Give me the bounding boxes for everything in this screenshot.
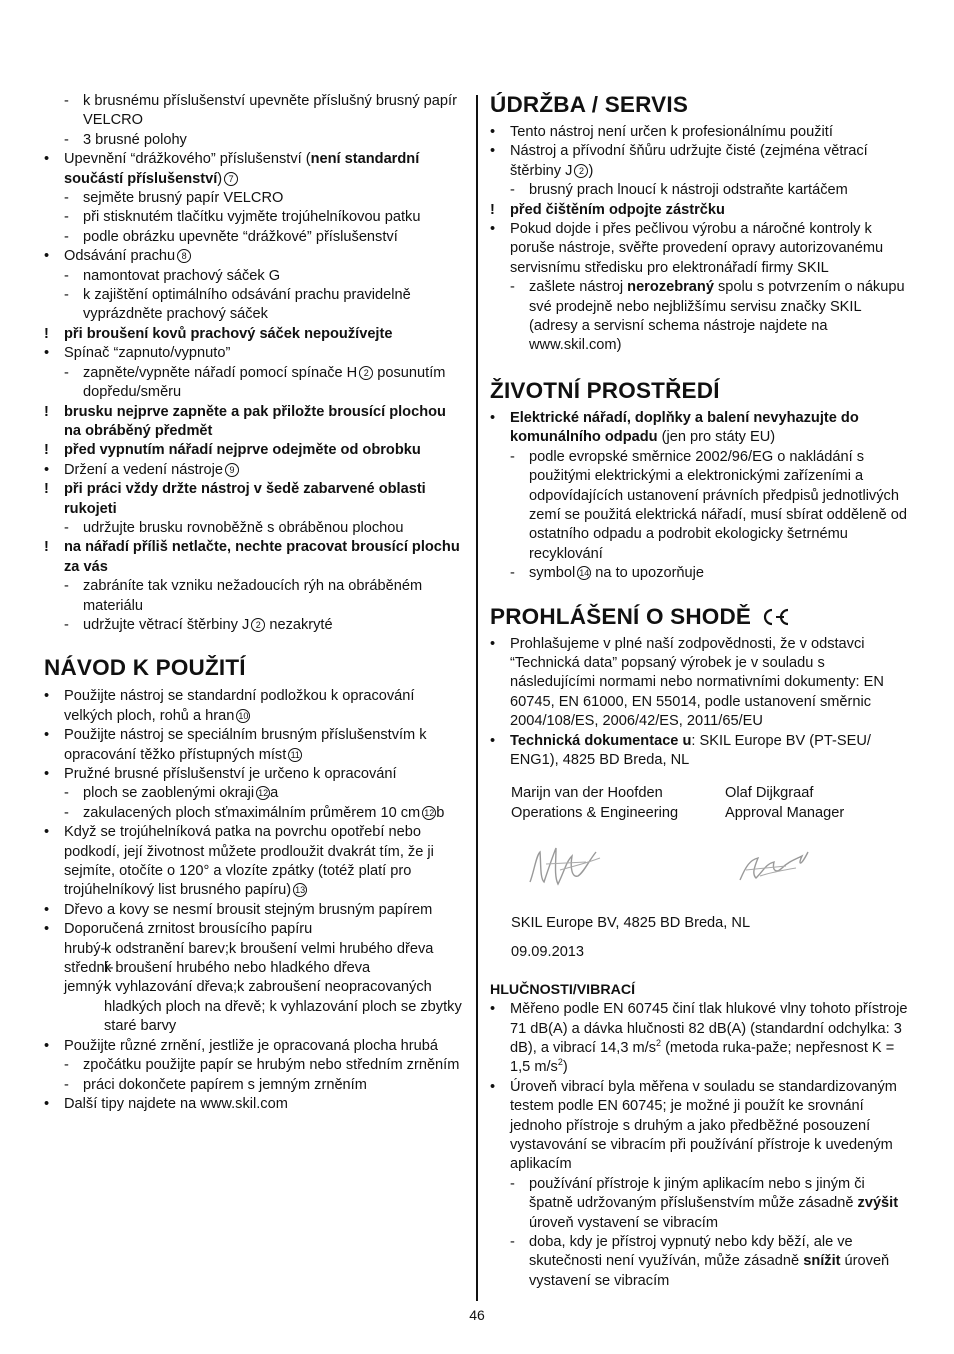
item-text: zakulacených ploch sťmaximálním průměrem 10 cm	[83, 804, 421, 821]
circled-number: 10	[238, 710, 249, 721]
noise-item-2	[490, 1078, 910, 1175]
grain-row	[44, 959, 466, 978]
signer-1-role: Operations & Engineering	[511, 804, 679, 821]
dash-marker: -	[64, 93, 69, 109]
item-text: na nářadí příliš netlačte, nechte pracovat brousící plochu za vás	[64, 539, 460, 575]
item-text: před čištěním odpojte zástrčku	[510, 201, 725, 218]
warning-item	[490, 201, 910, 220]
bullet-marker: •	[490, 635, 496, 652]
bullet-item	[44, 1037, 466, 1056]
grain-text: k odstranění barev;k broušení velmi hrubého dřeva	[104, 940, 434, 957]
item-text: namontovat prachový sáček G	[83, 267, 281, 284]
sub-item	[490, 181, 910, 200]
grain-text: k broušení hrubého nebo hladkého dřeva	[104, 960, 371, 977]
bullet-item	[44, 150, 466, 189]
item-text: práci dokončete papírem s jemným zrněním	[83, 1076, 367, 1093]
grain-label: střední-	[64, 960, 114, 977]
item-text: posunutím dopředu/směru	[83, 364, 446, 401]
signature-1-image	[526, 842, 606, 890]
dash-marker: -	[64, 267, 69, 284]
warning-item	[44, 480, 466, 519]
dash-marker: -	[64, 578, 69, 595]
item-text: při broušení kovů prachový sáček nepoužívejte	[64, 325, 393, 342]
bullet-marker: •	[44, 151, 50, 168]
item-text: Spínač “zapnuto/vypnuto”	[64, 345, 231, 362]
sub-item	[490, 564, 910, 583]
conformity-list	[490, 635, 910, 771]
item-bold-text: Elektrické nářadí, doplňky a balení nevyhazujte do komunálního odpadu	[510, 409, 859, 446]
dash-marker: -	[510, 448, 515, 465]
sub-item	[44, 784, 466, 803]
bullet-marker: •	[490, 409, 496, 426]
item-bold-text: není standardní součástí příslušenství	[64, 151, 420, 187]
warning-item	[44, 325, 466, 344]
item-text: zašlete nástroj	[529, 279, 628, 296]
noise-sub-2	[490, 1233, 910, 1291]
noise-text-a: Měřeno podle EN 60745 činí tlak hlukové vlny tohoto přístroje 71 dB(A) a dávka hlučnosti 82 dB(A) (standardní odchylka: 3 dB), a vibrací 14,3 m/s	[510, 1001, 908, 1056]
item-text: Nástroj a přívodní šňůru udržujte čisté (zejména větrací štěrbiny J	[510, 143, 868, 179]
sub-item	[44, 131, 466, 150]
item-text: brusku nejprve zapněte a pak přiložte brousící plochou na obráběný předmět	[64, 403, 446, 439]
circled-number: 2	[251, 618, 265, 632]
item-text: (jen pro státy EU)	[657, 429, 776, 446]
noise-sub-2-bold: snížit	[803, 1253, 841, 1270]
dash-marker: -	[64, 804, 69, 821]
bullet-item	[44, 461, 466, 480]
bullet-marker: •	[44, 824, 50, 841]
sub-item	[44, 286, 466, 325]
bullet-marker: •	[44, 1037, 50, 1054]
dash-marker: -	[510, 1175, 515, 1192]
noise-sub-2-post: úroveň vystavení se vibracím	[529, 1253, 890, 1289]
item-text: Další tipy najdete na www.skil.com	[64, 1095, 288, 1112]
grain-label: jemný-	[64, 979, 108, 996]
item-text: Tento nástroj není určen k profesionálnímu použití	[510, 124, 833, 140]
dash-marker: -	[64, 785, 69, 802]
sub-item	[44, 1056, 466, 1075]
circled-number: 11	[288, 748, 302, 762]
item-text: symbol	[529, 565, 576, 582]
bullet-item	[44, 1095, 466, 1114]
grain-row	[44, 978, 466, 1036]
warning-marker: !	[44, 442, 49, 459]
noise-sub-1-bold: zvýšit	[857, 1195, 899, 1212]
sub-item	[44, 228, 466, 247]
signature-2-image	[736, 846, 816, 886]
bullet-marker: •	[44, 727, 50, 744]
circled-number: 13	[295, 885, 306, 896]
declaration-date: 09.09.2013	[511, 943, 585, 960]
signer-2-role: Approval Manager	[725, 804, 845, 821]
warning-marker: !	[44, 325, 49, 342]
item-text: )	[217, 170, 223, 187]
dash-marker: -	[64, 616, 69, 633]
item-text: Prohlašujeme v plné naší zodpovědnosti, že v odstavci “Technická data” popsaný výrobek je v souladu s následujícími normami nebo normativními dokumenty: EN 60745, EN 61000, EN 55014, podle ustanovení směrnic 2004/108/ES, 2006/42/ES, 2011/65/EU	[510, 635, 884, 730]
dash-marker: -	[64, 131, 69, 148]
dash-marker: -	[64, 228, 69, 245]
item-text: Použijte nástroj se speciálním brusným příslušenstvím k opracování těžko přístupných míst	[64, 727, 427, 763]
bullet-marker: •	[490, 732, 496, 749]
signer-2-name: Olaf Dijkgraaf	[725, 785, 814, 802]
dash-marker: -	[64, 287, 69, 304]
sub-item	[44, 577, 466, 616]
right-column	[490, 92, 910, 1291]
item-text: na to upozorňuje	[591, 565, 705, 582]
sub-item	[44, 616, 466, 635]
ce-mark-icon	[759, 607, 791, 627]
noise-text-c: )	[562, 1059, 568, 1076]
warning-item	[44, 538, 466, 577]
bullet-item	[490, 409, 910, 448]
item-text: : SKIL Europe BV (PT-SEU/ ENG1), 4825 BD Breda, NL	[510, 732, 871, 768]
dash-marker: -	[64, 209, 69, 226]
item-text: b	[436, 804, 445, 821]
service-list	[490, 123, 910, 356]
dash-marker: -	[510, 565, 515, 582]
noise-sub-1-post: úroveň vystavení se vibracím	[529, 1214, 718, 1231]
dash-marker: -	[64, 1057, 69, 1074]
item-text: Dřevo a kovy se nesmí brousit stejným brusným papírem	[64, 901, 433, 918]
circled-number: 12	[424, 807, 435, 818]
dash-marker: -	[510, 279, 515, 296]
environment-list	[490, 409, 910, 584]
noise-sub-1	[490, 1175, 910, 1233]
heading-conformity-text: PROHLÁŠENÍ O SHODĚ	[490, 603, 752, 629]
dash-marker: -	[64, 519, 69, 536]
sub-item	[490, 448, 910, 564]
item-text: udržujte větrací štěrbiny J	[83, 616, 250, 633]
warning-marker: !	[44, 539, 49, 556]
bullet-item	[44, 823, 466, 901]
item-text: k zajištění optimálního odsávání prachu pravidelně vyprázdněte prachový sáček	[83, 287, 411, 323]
noise-text-b: (metoda ruka-paže; nepřesnost K = 1,5 m/s	[510, 1040, 895, 1076]
bullet-item	[490, 635, 910, 732]
heading-usage: NÁVOD K POUŽITÍ	[44, 655, 246, 681]
dash-marker: -	[64, 190, 69, 207]
noise-text-2: Úroveň vibrací byla měřena v souladu se standardizovaným testem podle EN 60745; je možné ji použít ke srovnání jednoho přístroje s druhým a jako předběžné posouzení vystavování se vibracím při používání přístroje k uvedeným aplikacím	[510, 1078, 897, 1173]
noise-item-1	[490, 1000, 910, 1078]
bullet-item	[490, 123, 910, 142]
warning-marker: !	[44, 403, 49, 420]
circled-number: 2	[574, 164, 588, 178]
superscript: 2	[656, 1038, 662, 1049]
signer-1	[511, 784, 678, 823]
item-bold-text: nerozebraný	[627, 279, 714, 296]
bullet-marker: •	[44, 1095, 50, 1112]
item-text: zabráníte tak vzniku nežadoucích rýh na obráběném materiálu	[83, 578, 423, 614]
bullet-marker: •	[44, 688, 50, 705]
heading-conformity	[490, 604, 910, 630]
usage-list	[44, 687, 466, 939]
superscript: 2	[557, 1057, 563, 1068]
item-text: brusný prach lnoucí k nástroji odstraňte kartáčem	[529, 182, 848, 199]
heading-environment: ŽIVOTNÍ PROSTŘEDÍ	[490, 377, 720, 403]
item-text: nezakryté	[265, 616, 333, 633]
bullet-marker: •	[490, 221, 496, 238]
bullet-marker: •	[490, 1078, 496, 1095]
page-number: 46	[469, 1307, 485, 1323]
sub-item	[44, 92, 466, 131]
column-divider	[476, 95, 478, 1301]
item-text: podle evropské směrnice 2002/96/EG o nakládání s použitými elektrickými a elektronickými zařízeními a odpovídajících ustanovení právních předpisů jednotlivých zemí se použitá elektrická nářadí, musí sbírat odděleně od ostatního odpadu a podrobit ekologicky šetrnému recyklování	[529, 448, 908, 562]
heading-noise: HLUČNOSTI/VIBRACÍ	[490, 982, 636, 999]
item-text: Použijte nástroj se standardní podložkou k opracování velkých ploch, rohů a hran	[64, 688, 415, 724]
dash-marker: -	[510, 1234, 515, 1251]
bullet-marker: •	[44, 345, 50, 362]
heading-service: ÚDRŽBA / SERVIS	[490, 92, 689, 117]
sub-item	[44, 208, 466, 227]
circled-number: 9	[225, 463, 239, 477]
bullet-item	[44, 344, 466, 363]
warning-item	[44, 441, 466, 460]
item-text: udržujte brusku rovnoběžně s obráběnou plochou	[83, 519, 404, 536]
company-line: SKIL Europe BV, 4825 BD Breda, NL	[511, 915, 751, 932]
item-text: a	[270, 785, 279, 802]
sub-item	[44, 189, 466, 208]
item-text: Pružné brusné příslušenství je určeno k opracování	[64, 766, 397, 782]
bullet-item	[490, 142, 910, 181]
item-text: Doporučená zrnitost brousícího papíru	[64, 921, 313, 938]
item-text: Držení a vedení nástroje	[64, 461, 223, 478]
item-text: při práci vždy držte nástroj v šedě zabarvené oblasti rukojeti	[64, 481, 426, 517]
circled-number: 2	[359, 366, 373, 380]
item-text: při stisknutém tlačítku vyjměte trojúhelníkovou patku	[83, 209, 421, 226]
grain-text: k vyhlazování dřeva;k zabroušení neopracovaných hladkých ploch na dřevě; k vyhlazování ploch se zbytky staré barvy	[104, 979, 462, 1035]
left-column	[44, 92, 466, 1114]
item-text: sejměte brusný papír VELCRO	[83, 190, 284, 207]
bullet-item	[44, 765, 466, 784]
item-text: před vypnutím nářadí nejprve odejměte od obrobku	[64, 442, 421, 459]
sub-item	[44, 267, 466, 286]
grain-label: hrubý-	[64, 940, 106, 957]
dash-marker: -	[64, 364, 69, 381]
item-text: Upevnění “drážkového” příslušenství (	[64, 151, 311, 168]
bullet-item	[44, 920, 466, 939]
item-bold-text: Technická dokumentace u	[510, 732, 692, 749]
bullet-marker: •	[44, 766, 50, 782]
circled-number: 8	[177, 249, 191, 263]
bullet-marker: •	[44, 248, 50, 265]
sub-item	[490, 278, 910, 356]
signer-2	[725, 784, 844, 823]
item-text: ploch se zaoblenými okraji	[83, 785, 255, 802]
circled-number: 7	[224, 172, 238, 186]
bullet-item	[44, 687, 466, 726]
sub-item	[44, 519, 466, 538]
noise-sub-2-text: doba, kdy je přístroj vypnutý nebo kdy běží, ale ve skutečnosti není využíván, může zásadně	[529, 1234, 853, 1270]
item-text: Pokud dojde i přes pečlivou výrobu a náročné kontroly k poruše nástroje, svěřte provedení opravy autorizovanému servisnímu středisku pro elektronářadí firmy SKIL	[510, 221, 884, 276]
circled-number: 12	[258, 788, 269, 799]
bullet-marker: •	[490, 124, 496, 140]
bullet-marker: •	[44, 461, 50, 478]
noise-sub-1-text: používání přístroje k jiným aplikacím nebo s jiným či špatně udržovaným příslušenstvím může zásadně	[529, 1175, 865, 1212]
operation-instructions-list	[44, 92, 466, 635]
circled-number: 14	[579, 568, 590, 579]
bullet-item	[490, 732, 910, 771]
bullet-marker: •	[44, 901, 50, 918]
grain-row	[44, 940, 466, 959]
bullet-item	[44, 726, 466, 765]
item-text: 3 brusné polohy	[83, 131, 187, 148]
signer-1-name: Marijn van der Hoofden	[511, 785, 663, 802]
item-text: zapněte/vypněte nářadí pomocí spínače H	[83, 364, 358, 381]
bullet-marker: •	[44, 921, 50, 938]
sub-item	[44, 1076, 466, 1095]
item-text: podle obrázku upevněte “drážkové” příslušenství	[83, 228, 398, 245]
item-text: Když se trojúhelníková patka na povrchu opotřebí nebo podkodí, její životnost můžete prodloužit dvakrát tím, že ji sejmíte, otočíte o 120° a vlozíte zpátky (totéž platí pro trojúhelníkový list brusného papíru)	[64, 824, 434, 899]
bullet-marker: •	[490, 1001, 496, 1018]
sub-item	[44, 364, 466, 403]
signature-block	[490, 784, 910, 914]
bullet-item	[44, 901, 466, 920]
warning-item	[44, 403, 466, 442]
item-text: k brusnému příslušenství upevněte příslušný brusný papír VELCRO	[83, 93, 457, 129]
bullet-item	[44, 247, 466, 266]
item-text: )	[588, 162, 594, 179]
sub-item	[44, 804, 466, 823]
warning-marker: !	[490, 201, 495, 218]
item-text: spolu s potvrzením o nákupu své prodejně nebo nejbližšímu servisu značky SKIL (adresy a servisní schema nástroje najdete na www.skil.com)	[529, 279, 905, 354]
item-text: Odsávání prachu	[64, 248, 176, 265]
bullet-item	[490, 220, 910, 278]
item-text: zpočátku použijte papír se hrubým nebo středním zrněním	[83, 1057, 460, 1074]
usage-list-2	[44, 1037, 466, 1115]
dash-marker: -	[64, 1076, 69, 1093]
dash-marker: -	[510, 182, 515, 199]
bullet-marker: •	[490, 143, 496, 160]
warning-marker: !	[44, 481, 49, 498]
item-text: Použijte různé zrnění, jestliže je opracovaná plocha hrubá	[64, 1037, 438, 1054]
grain-table	[44, 940, 466, 1037]
